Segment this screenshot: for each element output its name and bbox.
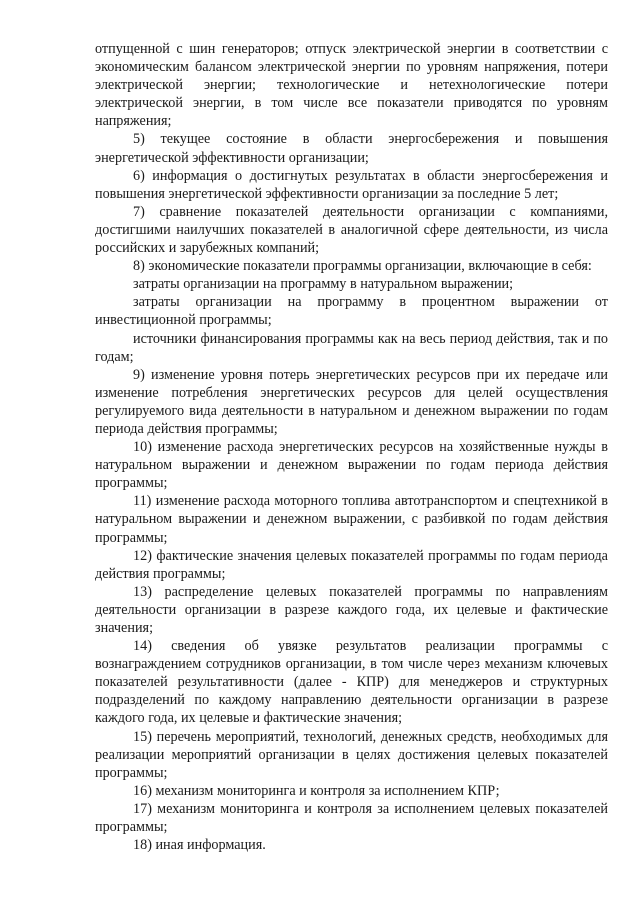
list-item: 5) текущее состояние в области энергосбережения и повышения энергетической эффективности организации; [95, 131, 608, 166]
list-item: 15) перечень мероприятий, технологий, денежных средств, необходимых для реализации мероприятий организации в целях достижения целевых показателей программы; [95, 728, 608, 781]
list-item: 8) экономические показатели программы организации, включающие в себя: [133, 258, 592, 275]
list-item: 13) распределение целевых показателей программы по направлениям деятельности организации в разрезе каждого года, их целевые и фактические значения; [95, 583, 608, 636]
sub-item: источники финансирования программы как на весь период действия, так и по годам; [95, 330, 608, 365]
list-item: 6) информация о достигнутых результатах в области энергосбережения и повышения энергетической эффективности организации за последние 5 лет; [95, 167, 608, 202]
list-item: 9) изменение уровня потерь энергетических ресурсов при их передаче или изменение потребления энергетических ресурсов для целей осуществления регулируемого вида деятельности в натуральном и денежном выражении по годам периода действия программы; [95, 366, 608, 437]
list-item: 12) фактические значения целевых показателей программы по годам периода действия программы; [95, 547, 608, 582]
list-item: 17) механизм мониторинга и контроля за исполнением целевых показателей программы; [95, 800, 608, 836]
list-item: 16) механизм мониторинга и контроля за исполнением КПР; [133, 782, 500, 799]
sub-item: затраты организации на программу в натуральном выражении; [133, 276, 514, 293]
sub-item: затраты организации на программу в процентном выражении от инвестиционной программы; [95, 294, 608, 329]
list-item: 14) сведения об увязке результатов реализации программы с вознаграждением сотрудников организации, в том числе через механизм ключевых показателей результативности (далее - КПР) для менеджеров и структурных подразделений по каждому направлению деятельности организации в разрезе каждого года, их целевые и фактические значения; [95, 638, 608, 727]
paragraph: отпущенной с шин генераторов; отпуск электрической энергии в соответствии с экономическим балансом электрической энергии по уровням напряжения, потери электрической энергии; технологические и нетехнологические потери электрической энергии, в том числе все показатели приводятся по уровням напряжения; [95, 41, 608, 130]
list-item: 10) изменение расхода энергетических ресурсов на хозяйственные нужды в натуральном выражении и денежном выражении по годам периода действия программы; [95, 439, 608, 492]
list-item: 11) изменение расхода моторного топлива автотранспортом и спецтехникой в натуральном выражении и денежном выражении, с разбивкой по годам действия программы; [95, 493, 608, 546]
list-item: 18) иная информация. [133, 837, 266, 854]
list-item: 7) сравнение показателей деятельности организации с компаниями, достигшими наилучших показателей в аналогичной сфере деятельности, из числа российских и зарубежных компаний; [95, 203, 608, 257]
